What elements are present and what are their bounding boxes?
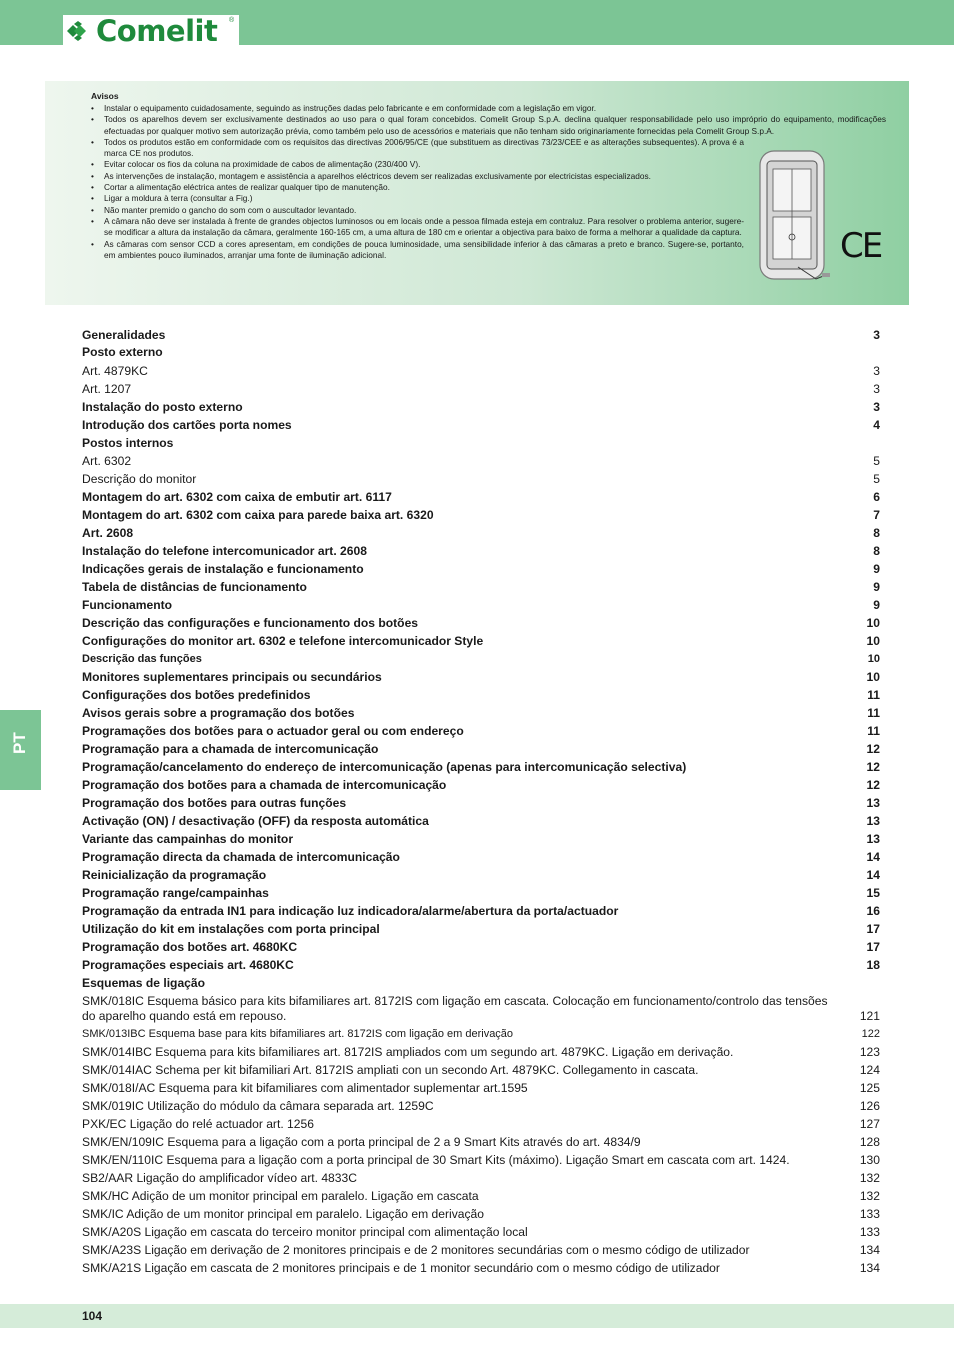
toc-entry[interactable] — [82, 382, 880, 397]
toc-entry-title: Programação dos botões para outras funções — [82, 796, 347, 810]
toc-entry-title: Programação da entrada IN1 para indicação luz indicadora/alarme/abertura da porta/actuador — [82, 904, 619, 918]
toc-entry-title: Indicações gerais de instalação e funcionamento — [82, 562, 364, 576]
toc-entry[interactable] — [82, 976, 880, 991]
warning-item: • Não manter premido o gancho do som com o auscultador levantado. — [91, 205, 886, 216]
toc-entry-page: 121 — [859, 1009, 880, 1023]
toc-entry[interactable] — [82, 472, 880, 487]
toc-entry[interactable] — [82, 1027, 880, 1042]
toc-entry-title: Monitores suplementares principais ou secundários — [82, 670, 382, 684]
toc-entry[interactable] — [82, 814, 880, 829]
toc-entry[interactable] — [82, 850, 880, 865]
toc-entry-title: SMK/019IC Utilização do módulo da câmara separada art. 1259C — [82, 1099, 434, 1113]
toc-entry[interactable] — [82, 1153, 880, 1168]
language-tab-label: PT — [10, 732, 29, 754]
footer-bar — [0, 1304, 954, 1328]
toc-entry[interactable] — [82, 886, 880, 901]
toc-entry-title: Programações dos botões para o actuador geral ou com endereço — [82, 724, 464, 738]
toc-entry[interactable] — [82, 418, 880, 433]
toc-entry-page: 6 — [873, 490, 880, 504]
toc-entry[interactable] — [82, 940, 880, 955]
toc-entry-page: 10 — [867, 653, 880, 665]
warning-item: • Ligar a moldura à terra (consultar a Fig.) — [91, 193, 886, 204]
toc-entry[interactable] — [82, 400, 880, 415]
toc-entry[interactable] — [82, 616, 880, 631]
toc-entry-page: 15 — [866, 886, 880, 900]
toc-entry-title: SMK/EN/109IC Esquema para a ligação com a porta principal de 2 a 9 Smart Kits através do art. 4834/9 — [82, 1135, 641, 1149]
toc-entry-title: Programação/cancelamento do endereço de intercomunicação (apenas para intercomunicação selectiva) — [82, 760, 687, 774]
toc-entry-title: Descrição do monitor — [82, 472, 197, 486]
toc-entry-page: 133 — [859, 1225, 880, 1239]
toc-entry-title: Programação dos botões art. 4680KC — [82, 940, 298, 954]
warning-item: • A câmara não deve ser instalada à frente de grandes objectos luminosos ou em locais onde a pessoa filmada esteja em contraluz. Para resolver o problema anterior, sugere-se modificar a altura da instalação da câmara, geralmente 160-165 cm, a uma altura de 180 cm e orientar a objectiva para baixo de forma a melhorar a qualidade da captura. — [91, 216, 744, 239]
toc-entry[interactable] — [82, 796, 880, 811]
toc-entry-title: Montagem do art. 6302 com caixa de embutir art. 6117 — [82, 490, 392, 504]
toc-entry-page: 3 — [873, 399, 880, 414]
toc-entry-title: Funcionamento — [82, 598, 173, 612]
toc-entry[interactable] — [82, 328, 880, 343]
toc-entry-title: Descrição das funções — [82, 653, 202, 665]
toc-entry-title: Postos internos — [82, 436, 174, 450]
toc-entry[interactable] — [82, 832, 880, 847]
toc-entry-page: 128 — [859, 1135, 880, 1149]
toc-entry[interactable] — [82, 1099, 880, 1114]
grounded-frame-illustration — [754, 149, 838, 301]
warning-item: • Todos os aparelhos devem ser exclusivamente destinados ao uso para o qual foram concebidos. Comelit Group S.p.A. declina qualquer responsabilidade pelo uso impróprio do equipamento, modificações efectuadas por qualquer motivo sem autorização prévia, como também pelo uso de acessórios e materiais que não tenham sido originariamente fornecidas pela Comelit Group S.p.A. — [91, 114, 886, 137]
toc-entry[interactable] — [82, 598, 880, 613]
toc-entry[interactable] — [82, 364, 880, 379]
comelit-logo-icon — [67, 21, 95, 41]
toc-entry-page: 3 — [873, 381, 880, 396]
toc-entry[interactable] — [82, 670, 880, 685]
toc-entry-page: 11 — [867, 688, 880, 702]
toc-entry-title: SMK/A21S Ligação em cascata de 2 monitores principais e de 1 monitor secundário com o mesmo código de utilizador — [82, 1261, 720, 1275]
toc-entry-page: 14 — [866, 868, 880, 882]
toc-entry-page: 13 — [866, 814, 880, 828]
toc-entry-title: SMK/A23S Ligação em derivação de 2 monitores principais e de 2 monitores secundárias com o mesmo código de utilizador — [82, 1243, 750, 1257]
toc-entry-page: 13 — [866, 796, 880, 810]
toc-entry-page: 11 — [867, 724, 880, 738]
toc-entry-title: Programação para a chamada de intercomunicação — [82, 742, 379, 756]
toc-entry[interactable] — [82, 345, 880, 360]
toc-entry-title: Tabela de distâncias de funcionamento — [82, 580, 307, 594]
toc-entry-title: Programações especiais art. 4680KC — [82, 958, 294, 972]
toc-entry[interactable] — [82, 490, 880, 505]
toc-entry[interactable] — [82, 958, 880, 973]
toc-entry[interactable] — [82, 1207, 880, 1222]
toc-entry-title: SMK/013IBC Esquema base para kits bifamiliares art. 8172IS com ligação em derivação — [82, 1028, 514, 1040]
toc-entry-page: 123 — [859, 1045, 880, 1059]
toc-entry[interactable] — [82, 1081, 880, 1096]
warning-item: • As câmaras com sensor CCD a cores apresentam, em condições de pouca luminosidade, uma sensibilidade inferior à das câmaras a preto e branco. Sugere-se, portanto, em ambientes pouco iluminados, arranjar uma fonte de iluminação adicional. — [91, 239, 744, 262]
toc-entry-page: 8 — [873, 526, 880, 540]
toc-entry-title: SMK/HC Adição de um monitor principal em paralelo. Ligação em cascata — [82, 1189, 479, 1203]
toc-entry[interactable] — [82, 724, 880, 739]
toc-entry-title: Programação dos botões para a chamada de intercomunicação — [82, 778, 447, 792]
toc-entry-page: 12 — [866, 742, 880, 756]
toc-entry[interactable] — [82, 1135, 880, 1150]
toc-entry[interactable] — [82, 922, 880, 937]
toc-entry-title: PXK/EC Ligação do relé actuador art. 1256 — [82, 1117, 314, 1131]
toc-entry-page: 127 — [859, 1117, 880, 1131]
warnings-panel — [45, 81, 909, 305]
toc-entry-page: 132 — [859, 1189, 880, 1203]
toc-entry[interactable] — [82, 454, 880, 469]
brand-registered-mark: ® — [229, 17, 235, 24]
toc-entry[interactable] — [82, 544, 880, 559]
toc-entry-title: Activação (ON) / desactivação (OFF) da resposta automática — [82, 814, 429, 828]
toc-entry[interactable] — [82, 1063, 880, 1078]
toc-entry[interactable] — [82, 688, 880, 703]
page-number: 104 — [82, 1309, 103, 1323]
toc-entry-title: Montagem do art. 6302 com caixa para parede baixa art. 6320 — [82, 508, 434, 522]
toc-entry[interactable] — [82, 1225, 880, 1240]
toc-entry-page: 133 — [859, 1207, 880, 1221]
toc-entry-title: SMK/014IAC Schema per kit bifamiliari Art. 8172IS ampliati con un secondo Art. 4879KC. Collegamento in cascata. — [82, 1063, 699, 1077]
toc-entry-page: 132 — [859, 1171, 880, 1185]
toc-entry-title: Posto externo — [82, 345, 163, 359]
toc-entry-page: 10 — [866, 634, 880, 648]
toc-entry-page: 17 — [866, 940, 880, 954]
toc-entry-page: 8 — [873, 544, 880, 558]
toc-entry-title: Reinicialização da programação — [82, 868, 267, 882]
warning-item: • As intervenções de instalação, montagem e assistência a aparelhos eléctricos devem ser realizadas exclusivamente por electricistas especializados. — [91, 171, 886, 182]
ce-mark: CE — [840, 226, 882, 266]
toc-entry-title: Instalação do telefone intercomunicador art. 2608 — [82, 544, 367, 558]
toc-entry[interactable] — [82, 994, 880, 1024]
toc-entry-page: 10 — [866, 670, 880, 684]
toc-entry-title: Programação directa da chamada de intercomunicação — [82, 850, 400, 864]
warning-item: • Todos os produtos estão em conformidade com os requisitos das directivas 2006/95/CE (que substituem as directivas 73/23/CEE e as alterações subsequentes). A prova é a marca CE nos produtos. — [91, 137, 744, 160]
toc-entry[interactable] — [82, 1243, 880, 1258]
toc-entry[interactable] — [82, 778, 880, 793]
toc-entry[interactable] — [82, 508, 880, 523]
toc-entry-title: Programação range/campainhas — [82, 886, 269, 900]
warning-item: • Instalar o equipamento cuidadosamente, seguindo as instruções dadas pelo fabricante e em conformidade com a legislação em vigor. — [91, 103, 886, 114]
toc-entry-title: Esquemas de ligação — [82, 976, 206, 990]
toc-entry-page: 125 — [859, 1081, 880, 1095]
toc-entry-page: 122 — [861, 1028, 880, 1040]
toc-entry-page: 12 — [866, 760, 880, 774]
toc-entry-page: 12 — [866, 778, 880, 792]
toc-entry[interactable] — [82, 868, 880, 883]
toc-entry[interactable] — [82, 1261, 880, 1276]
toc-entry-title: Avisos gerais sobre a programação dos botões — [82, 706, 355, 720]
toc-entry-page: 16 — [866, 904, 880, 918]
toc-entry-title: Introdução dos cartões porta nomes — [82, 418, 292, 432]
toc-entry-title: Art. 1207 — [82, 381, 132, 396]
brand-name: Comelit — [96, 14, 218, 48]
toc-entry-page: 9 — [873, 598, 880, 612]
toc-entry-page: 124 — [859, 1063, 880, 1077]
toc-entry-page: 14 — [866, 850, 880, 864]
toc-entry-title: Configurações do monitor art. 6302 e telefone intercomunicador Style — [82, 634, 484, 648]
toc-entry-page: 126 — [859, 1099, 880, 1113]
toc-entry[interactable] — [82, 706, 880, 721]
toc-entry-page: 11 — [867, 706, 880, 720]
toc-entry-title: Art. 2608 — [82, 526, 134, 540]
toc-entry-page: 18 — [866, 958, 880, 972]
toc-entry[interactable] — [82, 1171, 880, 1186]
toc-entry-page: 9 — [873, 580, 880, 594]
toc-entry-page: 4 — [873, 418, 880, 432]
toc-entry[interactable] — [82, 526, 880, 541]
toc-entry[interactable] — [82, 580, 880, 595]
toc-entry[interactable] — [82, 1189, 880, 1204]
toc-entry-title: SMK/A20S Ligação em cascata do terceiro monitor principal com alimentação local — [82, 1225, 528, 1239]
toc-entry-page: 134 — [859, 1261, 880, 1275]
toc-entry-title: Configurações dos botões predefinidos — [82, 688, 311, 702]
language-tab[interactable] — [0, 710, 41, 790]
toc-entry-title: Generalidades — [82, 328, 166, 342]
toc-entry-page: 7 — [873, 508, 880, 522]
toc-entry-page: 9 — [873, 562, 880, 576]
toc-entry-page: 3 — [873, 363, 880, 378]
toc-entry-page: 13 — [866, 832, 880, 846]
toc-entry-title: SMK/IC Adição de um monitor principal em paralelo. Ligação em derivação — [82, 1207, 484, 1221]
toc-entry[interactable] — [82, 904, 880, 919]
toc-entry[interactable] — [82, 760, 880, 775]
toc-entry[interactable] — [82, 1045, 880, 1060]
toc-entry-title: Art. 4879KC — [82, 363, 148, 378]
toc-entry[interactable] — [82, 436, 880, 451]
toc-entry-title: SMK/018I/AC Esquema para kit bifamiliares com alimentador suplementar art.1595 — [82, 1081, 528, 1095]
toc-entry[interactable] — [82, 652, 880, 667]
toc-entry[interactable] — [82, 634, 880, 649]
toc-entry-title: Instalação do posto externo — [82, 399, 243, 414]
toc-entry[interactable] — [82, 742, 880, 757]
toc-entry-title: SMK/EN/110IC Esquema para a ligação com a porta principal de 30 Smart Kits (máximo). Ligação Smart em cascata com art. 1424. — [82, 1153, 790, 1167]
toc-entry-page: 17 — [866, 922, 880, 936]
warning-item: • Evitar colocar os fios da coluna na proximidade de cabos de alimentação (230/400 V). — [91, 159, 886, 170]
warning-item: • Cortar a alimentação eléctrica antes de realizar qualquer tipo de manutenção. — [91, 182, 886, 193]
toc-entry-title: Art. 6302 — [82, 454, 132, 468]
warnings-title: Avisos — [91, 91, 119, 101]
toc-entry-title: Utilização do kit em instalações com porta principal — [82, 922, 380, 936]
table-of-contents — [82, 328, 880, 1276]
toc-entry-title: Variante das campainhas do monitor — [82, 832, 294, 846]
toc-entry-page: 3 — [873, 328, 880, 342]
toc-entry-title: SMK/018IC Esquema básico para kits bifamiliares art. 8172IS com ligação em cascata. Colocação em funcionamento/controlo das tensões do aparelho quando está em repouso. — [82, 994, 828, 1023]
toc-entry-title: SB2/AAR Ligação do amplificador vídeo art. 4833C — [82, 1171, 357, 1185]
toc-entry-page: 10 — [866, 616, 880, 630]
toc-entry-page: 130 — [859, 1153, 880, 1167]
toc-entry[interactable] — [82, 562, 880, 577]
toc-entry-page: 134 — [859, 1243, 880, 1257]
toc-entry-title: Descrição das configurações e funcionamento dos botões — [82, 616, 419, 630]
toc-entry[interactable] — [82, 1117, 880, 1132]
toc-entry-title: SMK/014IBC Esquema para kits bifamiliares art. 8172IS ampliados com um segundo art. 4879KC. Ligação em derivação. — [82, 1045, 734, 1059]
toc-entry-page: 5 — [873, 454, 880, 468]
toc-entry-page: 5 — [873, 472, 880, 486]
